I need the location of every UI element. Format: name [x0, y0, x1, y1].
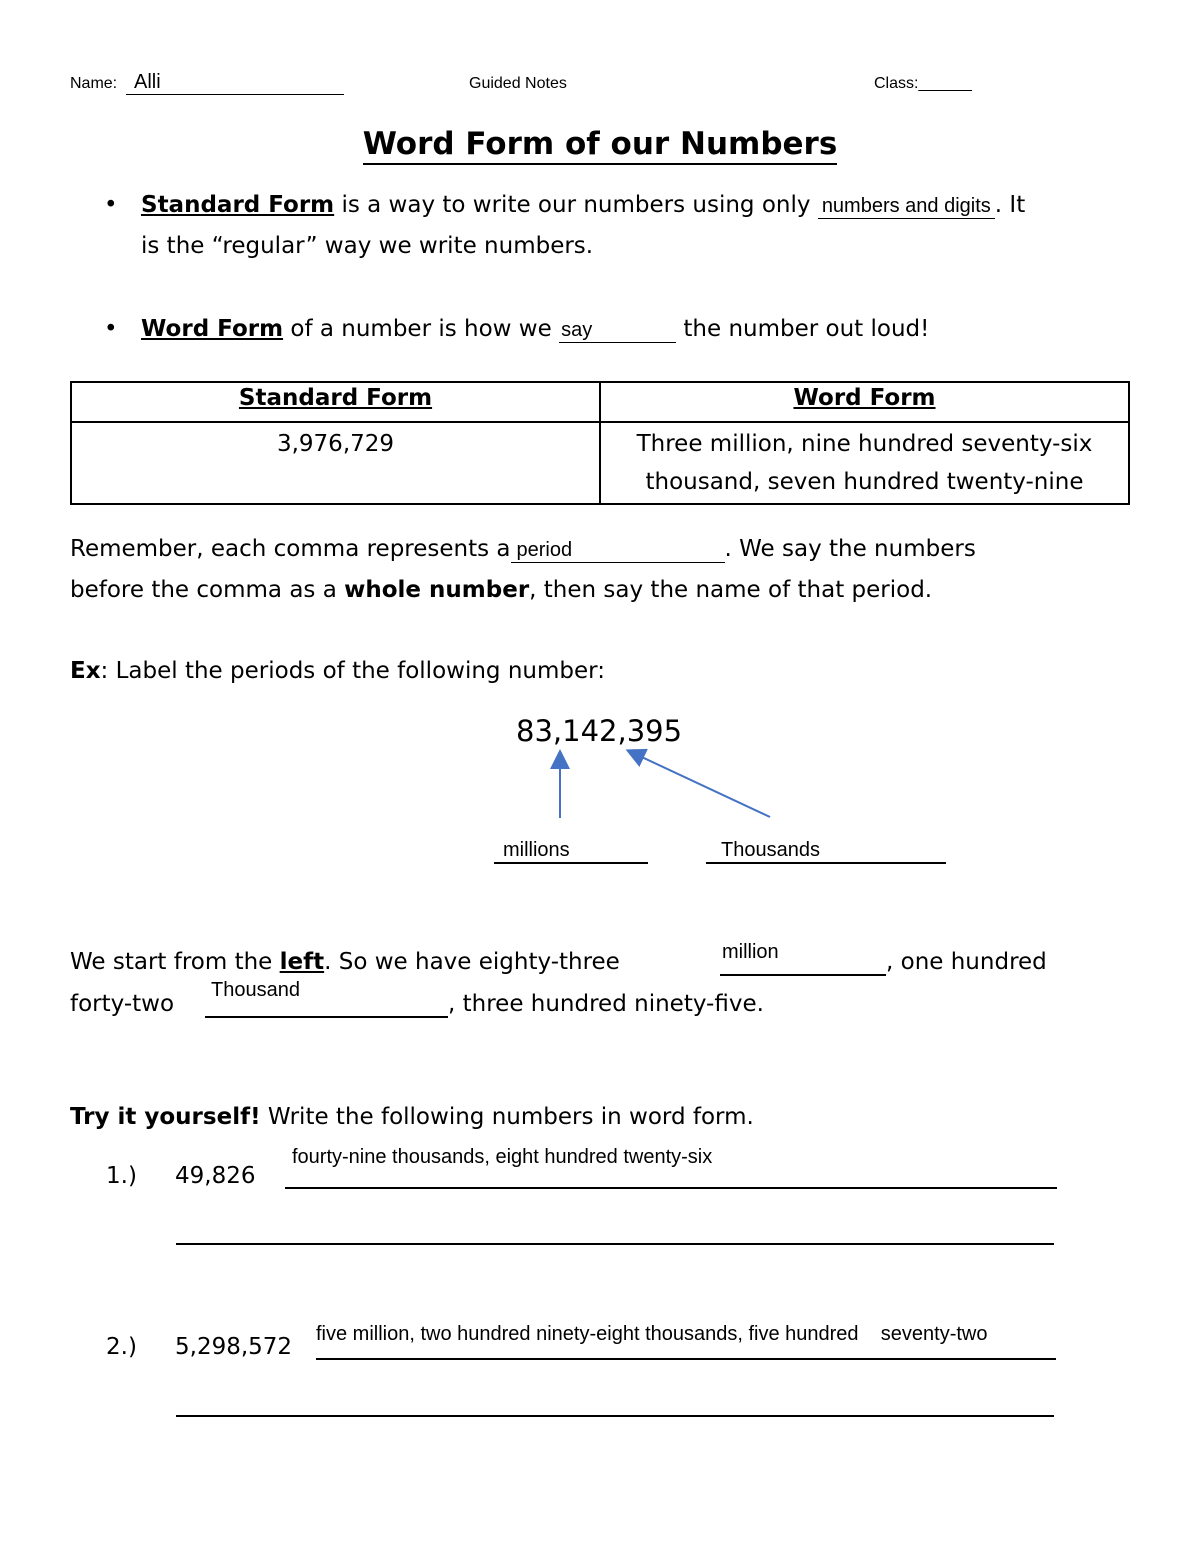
example-number: 83,142,395 — [516, 714, 683, 748]
thousand-blank — [205, 1016, 448, 1018]
guided-notes-label: Guided Notes — [469, 75, 567, 92]
bullet-dot-1: • — [104, 192, 118, 218]
millions-blank — [494, 862, 648, 864]
left-text-c: , one hundred — [886, 949, 1047, 975]
bullet-dot-2: • — [104, 316, 118, 342]
bullet-1-text-a: is a way to write our numbers using only — [341, 192, 811, 218]
remember-line2-a: before the comma as a — [70, 577, 337, 603]
try-heading — [70, 1104, 754, 1130]
table-header-standard: Standard Form — [71, 382, 600, 422]
thousands-arrow-icon — [631, 752, 770, 817]
name-label: Name: — [70, 75, 118, 92]
million-answer: million — [722, 941, 779, 963]
bullet-1-text-b: . It — [994, 192, 1026, 218]
bullet-1-answer: numbers and digits — [818, 195, 995, 219]
item-1-number: 1.) — [106, 1163, 137, 1189]
remember-answer: period — [511, 539, 725, 563]
item-2-answer: five million, two hundred ninety-eight thousands, five hundred seventy-two — [316, 1323, 988, 1345]
left-text-b: . So we have eighty-three — [324, 949, 620, 975]
standard-form-term: Standard Form — [141, 192, 335, 218]
bullet-2-text-a: of a number is how we — [290, 316, 552, 342]
left-text-a: We start from the — [70, 949, 273, 975]
class-blank: ______ — [918, 75, 972, 92]
item-2-second-line — [176, 1415, 1054, 1417]
remember-text-a: Remember, each comma represents a — [70, 536, 511, 562]
table-cell-standard: 3,976,729 — [71, 422, 600, 504]
millions-label: millions — [503, 839, 570, 861]
table-cell-word: Three million, nine hundred seventy-six thousand, seven hundred twenty-nine — [600, 422, 1129, 504]
bullet-1-line2: is the “regular” way we write numbers. — [141, 233, 594, 259]
class-label-text: Class: — [874, 75, 919, 92]
try-bold: Try it yourself! — [70, 1104, 261, 1130]
page-title: Word Form of our Numbers — [363, 126, 838, 165]
bullet-2-answer: say — [559, 319, 676, 343]
item-1-value: 49,826 — [175, 1163, 256, 1189]
left-paragraph-line2-a: forty-two — [70, 991, 175, 1017]
bullet-2-text-b: the number out loud! — [683, 316, 930, 342]
thousands-label: Thousands — [721, 839, 820, 861]
thousand-answer: Thousand — [211, 979, 300, 1001]
example-text: : Label the periods of the following number: — [100, 658, 605, 684]
left-paragraph-line2-b: , three hundred ninety-five. — [448, 991, 764, 1017]
left-paragraph-line1 — [70, 949, 620, 975]
example-label: Ex — [70, 658, 101, 684]
item-2-value: 5,298,572 — [175, 1334, 293, 1360]
word-form-term: Word Form — [141, 316, 284, 342]
remember-line2-b: , then say the name of that period. — [529, 577, 933, 603]
item-2-number: 2.) — [106, 1334, 137, 1360]
left-word: left — [279, 949, 325, 975]
million-blank — [720, 974, 886, 976]
name-value: Alli — [134, 71, 161, 93]
whole-number-text: whole number — [344, 577, 530, 603]
thousands-blank — [706, 862, 946, 864]
item-1-second-line — [176, 1243, 1054, 1245]
item-2-answer-line — [316, 1358, 1056, 1360]
try-text: Write the following numbers in word form. — [267, 1104, 754, 1130]
item-1-answer: fourty-nine thousands, eight hundred twenty-six — [292, 1146, 713, 1168]
remember-text-b: . We say the numbers — [724, 536, 976, 562]
item-1-answer-line — [285, 1187, 1057, 1189]
table-header-word: Word Form — [600, 382, 1129, 422]
